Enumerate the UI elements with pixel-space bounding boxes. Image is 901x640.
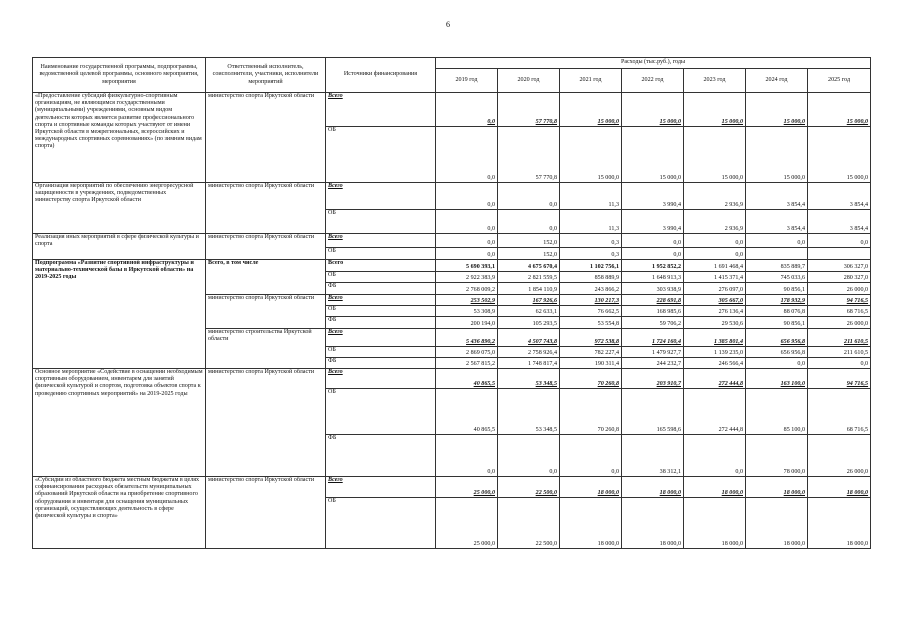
value-cell: 18 000,0 [808,477,871,498]
value-cell: 94 716,5 [808,369,871,389]
value-cell: 53 348,5 [498,389,560,435]
source-cell: ОБ [326,248,436,260]
header-year: 2023 год [684,69,746,93]
header-year: 2022 год [622,69,684,93]
value-cell: 18 000,0 [622,498,684,549]
value-cell: 211 610,5 [808,347,871,358]
value-cell: 4 507 743,8 [498,329,560,347]
source-cell: ОБ [326,306,436,317]
row-name: Подпрограмма «Развитие спортивной инфраструктуры и материально-технической базы в Иркутской области» на 2019-2025 годы [33,260,206,369]
value-cell: 1 691 468,4 [684,260,746,272]
value-cell: 22 500,0 [498,477,560,498]
value-cell: 228 691,8 [622,295,684,306]
source-cell: Всего [326,369,436,389]
source-cell: ОБ [326,127,436,183]
value-cell: 18 000,0 [684,477,746,498]
value-cell: 40 865,5 [436,369,498,389]
table-row [33,183,871,210]
value-cell: 15 000,0 [622,127,684,183]
value-cell: 3 854,4 [746,183,808,210]
value-cell: 0,0 [560,435,622,477]
value-cell: 0,0 [746,358,808,369]
source-cell: ОБ [326,347,436,358]
value-cell: 152,0 [498,234,560,248]
header-year: 2020 год [498,69,560,93]
header-expenses: Расходы (тыс.руб.), годы [436,58,871,69]
row-executor: министерство спорта Иркутской области [206,234,326,260]
source-cell: Всего [326,295,436,306]
row-name: «Субсидии из областного бюджета местным бюджетам в целях софинансирования расходных обязательств муниципальных образований Иркутской области на приобретение спортивного оборудования и инвентаря для оснащения муниципальных организаций, осуществляющих деятельность в сфере физической культуры и спорта» [33,477,206,549]
value-cell: 59 706,2 [622,317,684,329]
source-cell: Всего [326,477,436,498]
value-cell: 90 856,1 [746,283,808,295]
value-cell: 243 866,2 [560,283,622,295]
value-cell: 1 952 852,2 [622,260,684,272]
value-cell: 15 000,0 [684,93,746,127]
value-cell: 53 554,8 [560,317,622,329]
source-cell: ОБ [326,389,436,435]
value-cell: 88 076,8 [746,306,808,317]
value-cell: 835 889,7 [746,260,808,272]
value-cell: 272 444,8 [684,389,746,435]
value-cell: 200 194,0 [436,317,498,329]
value-cell: 0,0 [498,183,560,210]
value-cell: 70 260,8 [560,389,622,435]
value-cell: 5 690 393,1 [436,260,498,272]
value-cell [808,248,871,260]
value-cell: 272 444,8 [684,369,746,389]
value-cell: 15 000,0 [684,127,746,183]
value-cell: 0,0 [684,435,746,477]
value-cell: 0,0 [622,248,684,260]
value-cell: 4 675 670,4 [498,260,560,272]
row-executor: министерство спорта Иркутской области [206,183,326,234]
value-cell: 0,0 [684,234,746,248]
value-cell: 0,0 [498,435,560,477]
value-cell: 11,3 [560,183,622,210]
value-cell: 15 000,0 [808,93,871,127]
source-cell: ФБ [326,358,436,369]
value-cell: 972 538,8 [560,329,622,347]
value-cell: 858 889,9 [560,272,622,283]
value-cell: 168 985,6 [622,306,684,317]
header-name: Наименование государственной программы, подпрограммы, ведомственной целевой программы, основного мероприятия, мероприятия [33,58,206,93]
value-cell: 0,0 [436,248,498,260]
value-cell: 70 260,8 [560,369,622,389]
value-cell: 246 566,4 [684,358,746,369]
value-cell: 18 000,0 [746,498,808,549]
source-cell: Всего [326,93,436,127]
value-cell: 62 633,1 [498,306,560,317]
value-cell: 2 936,9 [684,183,746,210]
source-cell: ФБ [326,317,436,329]
value-cell: 178 932,9 [746,295,808,306]
header-year: 2025 год [808,69,871,93]
table-row [33,234,871,248]
header-executor: Ответственный исполнитель, соисполнители, участники, исполнители мероприятий [206,58,326,93]
source-cell: Всего [326,183,436,210]
value-cell: 3 990,4 [622,183,684,210]
source-cell: Всего [326,329,436,347]
value-cell: 57 770,8 [498,93,560,127]
table-row [33,260,871,272]
value-cell: 18 000,0 [560,477,622,498]
value-cell: 0,0 [436,435,498,477]
source-cell: ОБ [326,272,436,283]
value-cell: 2 758 926,4 [498,347,560,358]
value-cell: 105 293,5 [498,317,560,329]
value-cell: 306 327,0 [808,260,871,272]
header-year: 2024 год [746,69,808,93]
table-row [33,477,871,498]
value-cell: 0,0 [746,234,808,248]
value-cell: 29 530,6 [684,317,746,329]
value-cell: 211 610,5 [808,329,871,347]
value-cell: 0,3 [560,248,622,260]
value-cell: 2 768 009,2 [436,283,498,295]
value-cell: 0,3 [560,234,622,248]
value-cell: 22 500,0 [498,498,560,549]
value-cell: 57 770,8 [498,127,560,183]
value-cell: 18 000,0 [746,477,808,498]
value-cell: 38 312,1 [622,435,684,477]
value-cell: 15 000,0 [808,127,871,183]
value-cell: 78 000,0 [746,435,808,477]
value-cell: 244 232,7 [622,358,684,369]
value-cell: 1 648 913,3 [622,272,684,283]
value-cell: 15 000,0 [560,127,622,183]
value-cell: 76 662,5 [560,306,622,317]
value-cell: 167 926,6 [498,295,560,306]
value-cell: 5 436 890,2 [436,329,498,347]
value-cell: 0,0 [436,234,498,248]
expenses-table [32,57,871,549]
row-executor: министерство строительства Иркутской области [206,329,326,369]
value-cell: 25 000,0 [436,498,498,549]
value-cell: 1 139 235,0 [684,347,746,358]
header-year: 2019 год [436,69,498,93]
value-cell [746,248,808,260]
row-executor: министерство спорта Иркутской области [206,369,326,477]
row-name: Организация мероприятий по обеспечению энергоресурсной защищенности в учреждениях, подведомственных министерству спорта Иркутской области [33,183,206,234]
value-cell: 2 936,9 [684,210,746,234]
value-cell: 276 097,0 [684,283,746,295]
value-cell: 26 000,0 [808,435,871,477]
value-cell: 3 854,4 [808,210,871,234]
value-cell: 2 821 559,5 [498,272,560,283]
value-cell: 26 000,0 [808,317,871,329]
value-cell: 130 217,3 [560,295,622,306]
value-cell: 1 854 110,9 [498,283,560,295]
value-cell: 11,3 [560,210,622,234]
value-cell: 0,0 [436,93,498,127]
source-cell: Всего [326,234,436,248]
value-cell: 0,0 [808,234,871,248]
row-executor: министерство спорта Иркутской области [206,93,326,183]
value-cell: 25 000,0 [436,477,498,498]
source-cell: ОБ [326,210,436,234]
value-cell: 782 227,4 [560,347,622,358]
row-name: Реализация иных мероприятий в сфере физической культуры и спорта [33,234,206,260]
source-cell: Всего [326,260,436,272]
value-cell: 53 308,9 [436,306,498,317]
value-cell: 40 865,5 [436,389,498,435]
source-cell: ФБ [326,283,436,295]
row-executor: Всего, в том числе [206,260,326,295]
value-cell: 1 479 927,7 [622,347,684,358]
value-cell: 18 000,0 [808,498,871,549]
value-cell: 276 136,4 [684,306,746,317]
value-cell: 94 716,5 [808,295,871,306]
value-cell: 1 748 817,4 [498,358,560,369]
value-cell: 15 000,0 [622,93,684,127]
value-cell: 190 311,4 [560,358,622,369]
value-cell: 253 502,9 [436,295,498,306]
value-cell: 1 385 801,4 [684,329,746,347]
value-cell: 305 667,0 [684,295,746,306]
value-cell: 2 869 075,0 [436,347,498,358]
value-cell: 0,0 [498,210,560,234]
value-cell: 656 956,8 [746,347,808,358]
value-cell: 0,0 [436,183,498,210]
row-name: «Предоставление субсидий физкультурно-спортивным организациям, не являющимся государственными (муниципальными) учреждениями, основным видом деятельности которых является развитие профессионального спорта и спортивные команды которых участвуют от имени Иркутской области в межрегиональных, всероссийских и международных спортивных соревнованиях» (по зимним видам спорта) [33,93,206,183]
value-cell: 165 598,6 [622,389,684,435]
value-cell: 15 000,0 [746,127,808,183]
source-cell: ФБ [326,435,436,477]
value-cell: 3 854,4 [746,210,808,234]
value-cell: 15 000,0 [560,93,622,127]
value-cell: 90 856,1 [746,317,808,329]
header-source: Источники финансирования [326,58,436,93]
value-cell: 1 415 371,4 [684,272,746,283]
value-cell: 203 910,7 [622,369,684,389]
value-cell: 2 922 383,9 [436,272,498,283]
value-cell: 68 716,5 [808,389,871,435]
page-number: 6 [446,20,450,29]
value-cell: 0,0 [684,248,746,260]
value-cell: 1 724 160,4 [622,329,684,347]
value-cell: 0,0 [436,210,498,234]
value-cell: 3 990,4 [622,210,684,234]
value-cell: 2 567 815,2 [436,358,498,369]
value-cell: 68 716,5 [808,306,871,317]
value-cell: 18 000,0 [622,477,684,498]
value-cell: 163 100,0 [746,369,808,389]
value-cell: 656 956,8 [746,329,808,347]
value-cell: 280 327,0 [808,272,871,283]
row-name: Основное мероприятие «Содействие в оснащении необходимым спортивным оборудованием, инвентарем для занятий физической культурой и спортом, подготовка объектов спорта к проведению спортивных мероприятий» на 2019-2025 годы [33,369,206,477]
value-cell: 53 348,5 [498,369,560,389]
row-executor: министерство спорта Иркутской области [206,295,326,329]
value-cell: 26 000,0 [808,283,871,295]
value-cell: 0,0 [808,358,871,369]
value-cell: 303 938,9 [622,283,684,295]
value-cell: 0,0 [436,127,498,183]
value-cell: 1 102 756,1 [560,260,622,272]
value-cell: 18 000,0 [684,498,746,549]
value-cell: 15 000,0 [746,93,808,127]
value-cell: 85 100,0 [746,389,808,435]
table-row [33,369,871,389]
value-cell: 152,0 [498,248,560,260]
row-executor: министерство спорта Иркутской области [206,477,326,549]
header-year: 2021 год [560,69,622,93]
value-cell: 18 000,0 [560,498,622,549]
table-row [33,93,871,127]
value-cell: 745 033,6 [746,272,808,283]
value-cell: 0,0 [622,234,684,248]
source-cell: ОБ [326,498,436,549]
value-cell: 3 854,4 [808,183,871,210]
